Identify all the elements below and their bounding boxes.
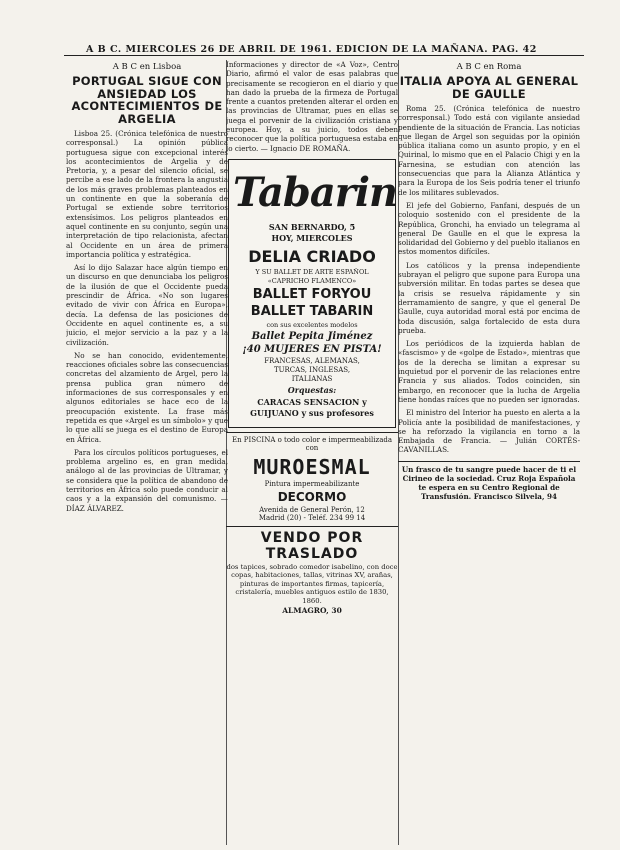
tabarin-ad (228, 159, 396, 428)
paragraph: El ministro del Interior ha puesto en alerta a la Policía ante la posibilidad de manifestaciones, y se ha reforzado la vigilancia en torno a la Embajada de Francia. — Julián CORTÉS-CAVANILLAS. (398, 408, 580, 455)
ad-orchestra: GUIJUANO y sus profesores (250, 407, 374, 418)
tabarin-logo: Tabarin (233, 168, 398, 216)
paragraph: Los católicos y la prensa independiente subrayan el peligro que supone para Europa una subversión militar. En todas partes se desea que la crisis se resuelva rápidamente y sin derramamiento de sangre, y que el general De Gaulle, cuya autoridad moral está por encima de toda discusión, salga fortalecido de esta dura prueba. (398, 260, 580, 335)
blood-donation-notice: Un frasco de tu sangre puede hacer de ti el Cirineo de la sociedad. Cruz Roja Española te espera en su Centro Regional de Transfusión. Francisco Silvela, 94 (398, 461, 580, 501)
ad-act: BALLET TABARIN (250, 303, 374, 319)
vendo-ad (226, 526, 398, 615)
ad-nations: TURCAS, INGLESAS, (273, 365, 351, 374)
ad3-address: ALMAGRO, 30 (282, 606, 342, 615)
paragraph-continuation: Informaciones y director de «A Voz», Centro Diario, afirmó el valor de esas palabras que precisamente se recogieron en el diario y que han dado la prueba de la firmeza de Portugal frente a cuantos pretenden alterar el orden en las provincias de Ultramar, pues en ellas se juega el porvenir de la civilización cristiana y europea. Hoy, a su juicio, todos deben reconocer que la política portuguesa estaba en lo cierto. — Ignacio DE ROMAÑA. (226, 60, 398, 153)
section-tag: A B C en Roma (456, 62, 522, 72)
paragraph: El jefe del Gobierno, Fanfani, después de un coloquio sostenido con el presidente de la República, Gronchi, ha enviado un telegrama al general De Gaulle en el que le expresa la solidaridad del Gobierno y del pueblo italianos en estos momentos difíciles. (398, 200, 580, 257)
paragraph: Así lo dijo Salazar hace algún tiempo en un discurso en que denunciaba los peligros de la ilusión de que el Occidente pueda prescindir de África. «No son lugares evitado de vivir con África en Europa», decía. La defensa de las posiciones de Occidente en aquel continente es, a su juicio, el mejor servicio a la paz y a la civilización. (66, 263, 228, 347)
column-roma (398, 60, 580, 850)
paragraph: Lisboa 25. (Crónica telefónica de nuestro corresponsal.) La opinión pública portuguesa sigue con excepcional interés los acontecimientos de Argelia y de Pretoria, y, a pesar del silencio oficial, se percibe a ese lado de la frontera la angustia de los más graves problemas planteados en un continente en que la soberanía de Portugal se extiende sobre territorios extensísimos. Los peligros planteados en aquel continente en su conjunto, según una interpretación de tipo relacionista, afectan al Occidente en un área de primera importancia política y estratégica. (66, 129, 228, 259)
ad2-phone: Madrid (20) - Teléf. 234 99 14 (258, 513, 366, 522)
column-center (226, 60, 398, 850)
headline-italia: ITALIA APOYA AL GENERAL DE GAULLE (399, 74, 579, 101)
paragraph: Los periódicos de la izquierda hablan de «fascismo» y de «golpe de Estado», mientras que los de la derecha se limitan a expresar su inquietud por el porvenir de las relaciones entre Francia y sus aliados. Todos coinciden, sin embargo, en reconocer que la lucha de Argelia tiene hondas raíces que no pueden ser ignoradas. (398, 339, 580, 404)
ad-orchestra-label: Orquestas: (287, 384, 337, 395)
ad-nations: FRANCESAS, ALEMANAS, (264, 356, 360, 365)
ad3-title: VENDO POR TRASLADO (260, 529, 364, 562)
ad-orchestra: CARACAS SENSACION y (257, 396, 367, 407)
ad2-address: Avenida de General Perón, 12 (259, 505, 365, 514)
muroesmal-ad (226, 432, 398, 522)
page-header: A B C. MIERCOLES 26 DE ABRIL DE 1961. EDICION DE LA MAÑANA. PAG. 42 (86, 44, 537, 55)
ad-act: BALLET FORYOU (252, 286, 372, 302)
ad2-sub: Pintura impermeabilizante (264, 479, 360, 488)
ad-show: «CAPRICHO FLAMENCO» (267, 276, 357, 285)
ad3-body: dos tapices, sobrado comedor isabelino, con doce copas, habitaciones, tallas, vitrinas XV, arañas, pinturas de importantes firmas, tapicería, cristalería, muebles antiguos estilo de 1830, 1860. (226, 562, 398, 605)
paragraph: Para los círculos políticos portugueses, el problema argelino es, en gran medida, análogo al de las provincias de Ultramar, y se considera que la política de abandono de territorios en África solo puede conducir al caos y a la expansión del comunismo. — DÍAZ ÁLVAREZ. (66, 447, 228, 513)
headline-portugal: PORTUGAL SIGUE CON ANSIEDAD LOS ACONTECIMIENTOS DE ARGELIA (71, 74, 223, 126)
ad-ballet-line: Y SU BALLET DE ARTE ESPAÑOL (255, 267, 369, 276)
ad2-intro: En PISCINA o todo color e impermeabilizada con (231, 435, 393, 452)
ad-act: Ballet Pepita Jiménez (251, 330, 373, 342)
ad-day: HOY, MIERCOLES (271, 232, 353, 243)
paragraph: Roma 25. (Crónica telefónica de nuestro corresponsal.) Todo está con vigilante ansiedad pendiente de la situación de Francia. Las noticias que llegan de Argel son seguidas por la opinión pública italiana como un asunto propio, y en el Quirinal, lo mismo que en el Palacio Chigi y en la Farnesina, se estudian con atención las consecuencias que para la Alianza Atlántica y para la Europa de los Seis podría tener el triunfo de los militares sublevados. (398, 104, 580, 197)
header-rule (64, 55, 584, 56)
section-tag: A B C en Lisboa (112, 62, 182, 72)
ad-address: SAN BERNARDO, 5 (268, 221, 356, 232)
ad-star: DELIA CRIADO (248, 246, 376, 266)
ad-act: ¡40 MUJERES EN PISTA! (242, 343, 382, 355)
ad2-brand: MUROESMAL (253, 454, 371, 479)
column-lisboa (66, 60, 228, 850)
paragraph: No se han conocido, evidentemente, reacciones oficiales sobre las consecuencias concretas del alzamiento de Argel, pero la prensa publica gran número de informaciones de sus corresponsales y en algunos editoriales se hace eco de la preocupación existente. La frase más repetida es que «Argel es un símbolo» y que lo que allí se juega es el destino de Europa en África. (66, 350, 228, 444)
ad2-brand2: DECORMO (277, 489, 347, 504)
ad-act-sub: con sus excelentes modelos (266, 320, 358, 329)
ad-nations: ITALIANAS (291, 374, 333, 383)
